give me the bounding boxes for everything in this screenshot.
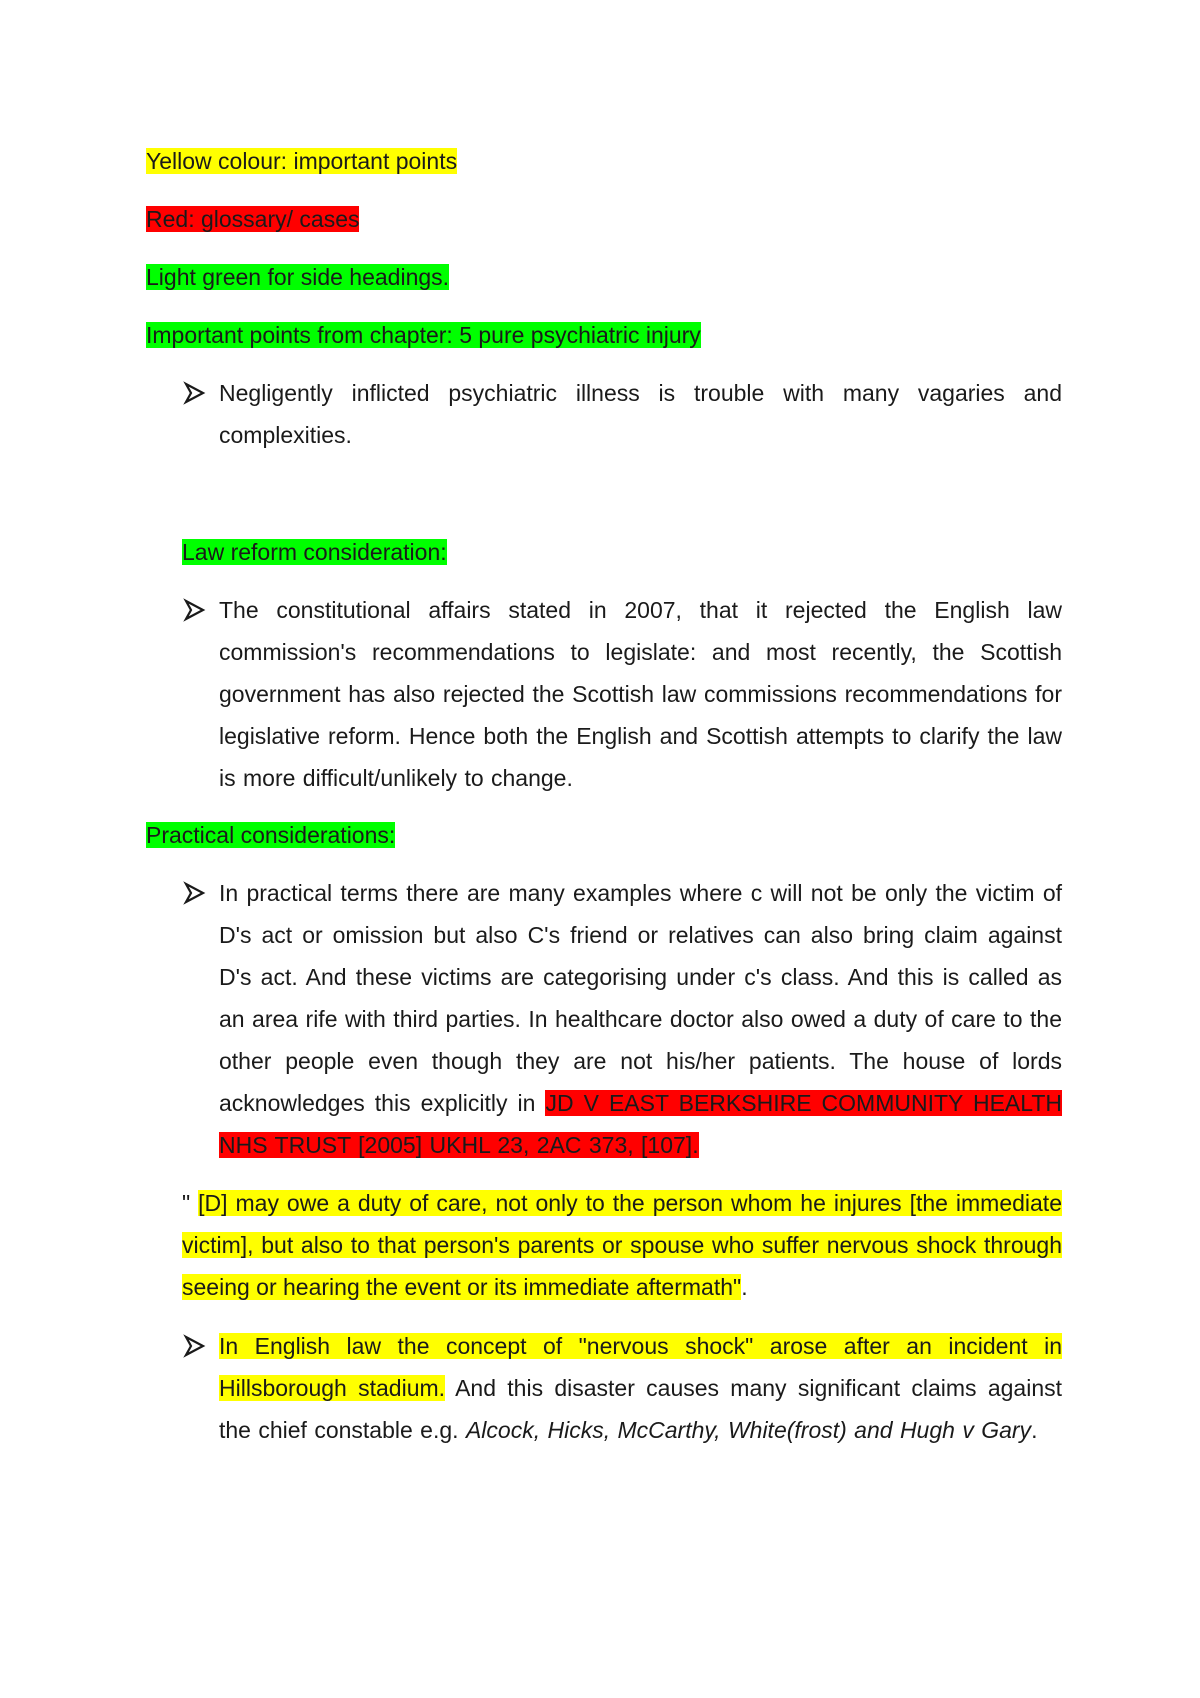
practical-heading-text: Practical considerations:	[146, 822, 396, 848]
hillsborough-bullet	[219, 1325, 1062, 1451]
quote-open-mark: "	[182, 1190, 191, 1216]
law-reform-heading-text: Law reform consideration:	[182, 539, 447, 565]
legend-green-text: Light green for side headings.	[146, 264, 450, 290]
chapter-heading-text: Important points from chapter: 5 pure psychiatric injury	[146, 322, 701, 348]
legend-yellow	[146, 140, 457, 182]
practical-heading	[146, 814, 395, 856]
practical-bullet-text: In practical terms there are many examples where c will not be only the victim of D's act or omission but also C's friend or relatives can also bring claim against D's act. And these victims are categorising under c's class. And this is called as an area rife with third parties. In healthcare doctor also owed a duty of care to the other people even though they are not his/her patients. The house of lords acknowledges this explicitly in	[219, 880, 1062, 1116]
arrowhead-bullet-icon	[182, 589, 206, 631]
bullet-1-text: Negligently inflicted psychiatric illness is trouble with many vagaries and complexities.	[219, 380, 1062, 448]
hillsborough-text: And this disaster causes many significant claims against the chief constable e.g.	[219, 1375, 1062, 1443]
legend-red-text: Red: glossary/ cases	[146, 206, 360, 232]
bullet-item-practical	[182, 872, 1062, 1166]
arrowhead-bullet-icon	[182, 1325, 206, 1367]
arrowhead-bullet-icon	[182, 872, 206, 914]
law-reform-heading	[182, 531, 447, 573]
hillsborough-highlight: In English law the concept of "nervous shock" arose after an incident in Hillsborough stadium.	[219, 1333, 1062, 1401]
bullet-item-law-reform	[182, 589, 1062, 799]
arrowhead-bullet-icon	[182, 372, 206, 414]
bullet-item-1	[182, 372, 1062, 456]
bullet-item-hillsborough	[182, 1325, 1062, 1451]
chapter-heading	[146, 314, 701, 356]
quote-end: .	[741, 1274, 748, 1300]
legend-yellow-text: Yellow colour: important points	[146, 148, 458, 174]
law-reform-bullet-text: The constitutional affairs stated in 2007, that it rejected the English law commission's recommendations to legislate: and most recently, the Scottish government has also rejected the Scottish law commissions recommendations for legislative reform. Hence both the English and Scottish attempts to clarify the law is more difficult/unlikely to change.	[219, 597, 1062, 791]
legend-red	[146, 198, 359, 240]
practical-bullet	[219, 872, 1062, 1166]
case-citation: JD V EAST BERKSHIRE COMMUNITY HEALTH NHS TRUST [2005] UKHL 23, 2AC 373, [107].	[219, 1090, 1063, 1158]
quote-text: [D] may owe a duty of care, not only to the person whom he injures [the immediate victim], but also to that person's parents or spouse who suffer nervous shock through seeing or hearing the event or its immediate aftermath"	[182, 1190, 1062, 1300]
hillsborough-cases: Alcock, Hicks, McCarthy, White(frost) and Hugh v Gary	[465, 1417, 1032, 1443]
hillsborough-end: .	[1031, 1417, 1038, 1443]
legend-green	[146, 256, 449, 298]
quote-block	[182, 1182, 1062, 1308]
